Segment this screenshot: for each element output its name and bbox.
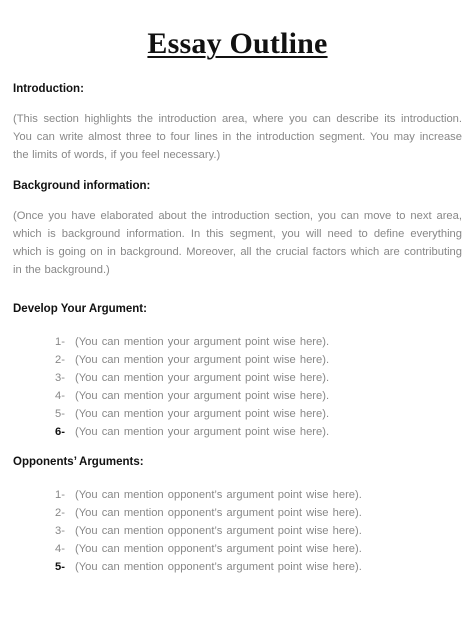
opponent-text: (You can mention opponent’s argument point wise here). xyxy=(75,489,362,501)
argument-text: (You can mention your argument point wise here). xyxy=(75,390,330,402)
argument-number: 4- xyxy=(55,390,65,402)
argument-item xyxy=(13,423,462,441)
opponent-item xyxy=(13,522,462,540)
argument-number: 2- xyxy=(55,354,65,366)
introduction-heading: Introduction: xyxy=(13,83,84,95)
opponent-text: (You can mention opponent’s argument point wise here). xyxy=(75,507,362,519)
argument-number: 5- xyxy=(55,408,65,420)
arguments-heading: Develop Your Argument: xyxy=(13,303,147,315)
background-text: (Once you have elaborated about the introduction section, you can move to next area, which is background information. In this segment, you will need to define everything which is going on in background. Moreover, all the crucial factors which are contributing in the background.) xyxy=(13,210,462,276)
page-title: Essay Outline xyxy=(147,27,328,60)
opponent-item xyxy=(13,540,462,558)
opponent-number: 2- xyxy=(55,507,65,519)
argument-text: (You can mention your argument point wise here). xyxy=(75,354,330,366)
introduction-text: (This section highlights the introduction area, where you can describe its introduction. You can write almost three to four lines in the introduction segment. You may increase the limits of words, if you feel necessary.) xyxy=(13,113,462,161)
argument-text: (You can mention your argument point wise here). xyxy=(75,336,330,348)
opponent-item xyxy=(13,558,462,576)
opponents-list xyxy=(13,486,462,576)
opponent-text: (You can mention opponent’s argument point wise here). xyxy=(75,525,362,537)
opponent-item xyxy=(13,504,462,522)
opponent-number: 1- xyxy=(55,489,65,501)
argument-item xyxy=(13,405,462,423)
opponent-number: 3- xyxy=(55,525,65,537)
argument-number: 3- xyxy=(55,372,65,384)
arguments-list xyxy=(13,333,462,441)
argument-text: (You can mention your argument point wise here). xyxy=(75,426,330,438)
opponent-number: 4- xyxy=(55,543,65,555)
argument-number: 6- xyxy=(55,426,65,438)
argument-item xyxy=(13,333,462,351)
argument-item xyxy=(13,351,462,369)
argument-number: 1- xyxy=(55,336,65,348)
opponent-text: (You can mention opponent’s argument point wise here). xyxy=(75,543,362,555)
argument-item xyxy=(13,369,462,387)
background-heading: Background information: xyxy=(13,180,151,192)
argument-item xyxy=(13,387,462,405)
opponent-text: (You can mention opponent’s argument point wise here). xyxy=(75,561,362,573)
opponents-heading: Opponents’ Arguments: xyxy=(13,456,144,468)
argument-text: (You can mention your argument point wise here). xyxy=(75,408,330,420)
argument-text: (You can mention your argument point wise here). xyxy=(75,372,330,384)
opponent-item xyxy=(13,486,462,504)
opponent-number: 5- xyxy=(55,561,65,573)
